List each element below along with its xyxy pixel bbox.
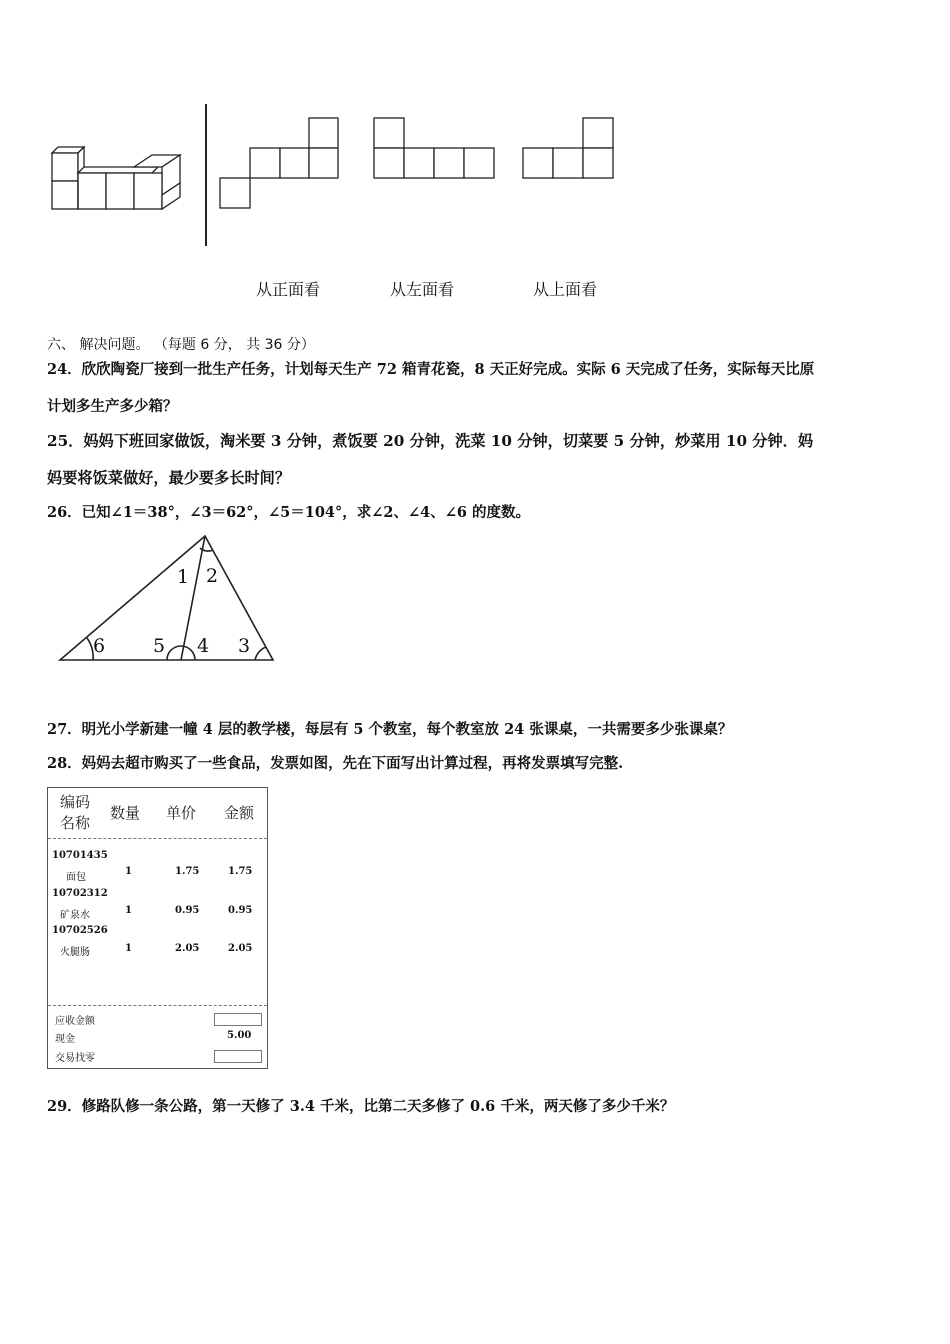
receipt-name-header: 名称 [60,814,91,832]
question-24-line1: 24．欣欣陶瓷厂接到一批生产任务，计划每天生产 72 箱青花瓷，8 天正好完成。实际 6 天完成了任务，实际每天比原 [47,361,815,378]
due-label: 应收金额 [55,1016,95,1027]
item-1-amount: 1.75 [228,866,253,877]
item-2-code: 10702312 [52,888,108,899]
receipt-qty-header: 数量 [110,804,141,822]
item-3-code: 10702526 [52,925,108,936]
item-3-qty: 1 [125,943,132,954]
question-25-line2: 妈要将饭菜做好，最少要多长时间？ [47,469,290,487]
left-view-label: 从左面看 [390,280,455,299]
angle-label-1: 1 [177,566,190,588]
item-2-amount: 0.95 [228,905,253,916]
angle-label-6: 6 [93,635,106,657]
item-1-code: 10701435 [52,850,108,861]
cube-solid-figure [48,143,188,223]
question-24-line2: 计划多生产多少箱？ [47,398,178,415]
top-view-label: 从上面看 [533,280,598,299]
receipt-price-header: 单价 [166,804,197,822]
angle-label-5: 5 [153,635,166,657]
divider-line [205,104,207,246]
question-25-line1: 25．妈妈下班回家做饭，淘米要 3 分钟，煮饭要 20 分钟，洗菜 10 分钟，切菜要 5 分钟，炒菜用 10 分钟．妈 [47,432,814,450]
item-3-name: 火腿肠 [60,947,90,958]
receipt-code-header: 编码 [60,793,91,811]
item-1-name: 面包 [66,872,86,883]
item-1-qty: 1 [125,866,132,877]
item-2-name: 矿泉水 [60,910,90,921]
front-view-grid [218,117,343,212]
front-view-label: 从正面看 [256,280,321,299]
item-3-amount: 2.05 [228,943,253,954]
angle-label-3: 3 [238,635,251,657]
question-29: 29．修路队修一条公路，第一天修了 3.4 千米，比第二天多修了 0.6 千米，两天修了多少千米？ [47,1098,675,1115]
change-amount-box[interactable] [214,1050,262,1063]
top-view-grid [522,117,617,182]
triangle-figure [55,532,285,672]
question-27: 27．明光小学新建一幢 4 层的教学楼，每层有 5 个教室，每个教室放 24 张课桌，一共需要多少张课桌？ [47,721,733,738]
receipt-footer-divider [48,1005,267,1006]
due-amount-box[interactable] [214,1013,262,1026]
left-view-grid [373,117,498,182]
item-1-price: 1.75 [175,866,200,877]
question-26: 26．已知∠1＝38°，∠3＝62°，∠5＝104°，求∠2、∠4、∠6 的度数。 [47,504,531,521]
item-3-price: 2.05 [175,943,200,954]
receipt [47,787,268,1069]
section-title: 六、 解决问题。 （每题 6 分， 共 36 分） [47,337,315,353]
receipt-header-divider [48,838,267,839]
angle-label-2: 2 [206,565,219,587]
item-2-price: 0.95 [175,905,200,916]
question-28: 28．妈妈去超市购买了一些食品，发票如图，先在下面写出计算过程，再将发票填写完整. [47,755,624,772]
angle-label-4: 4 [197,635,210,657]
change-label: 交易找零 [55,1053,95,1064]
cash-label: 现金 [55,1034,75,1045]
cash-value: 5.00 [227,1030,252,1041]
receipt-amount-header: 金额 [224,804,255,822]
item-2-qty: 1 [125,905,132,916]
